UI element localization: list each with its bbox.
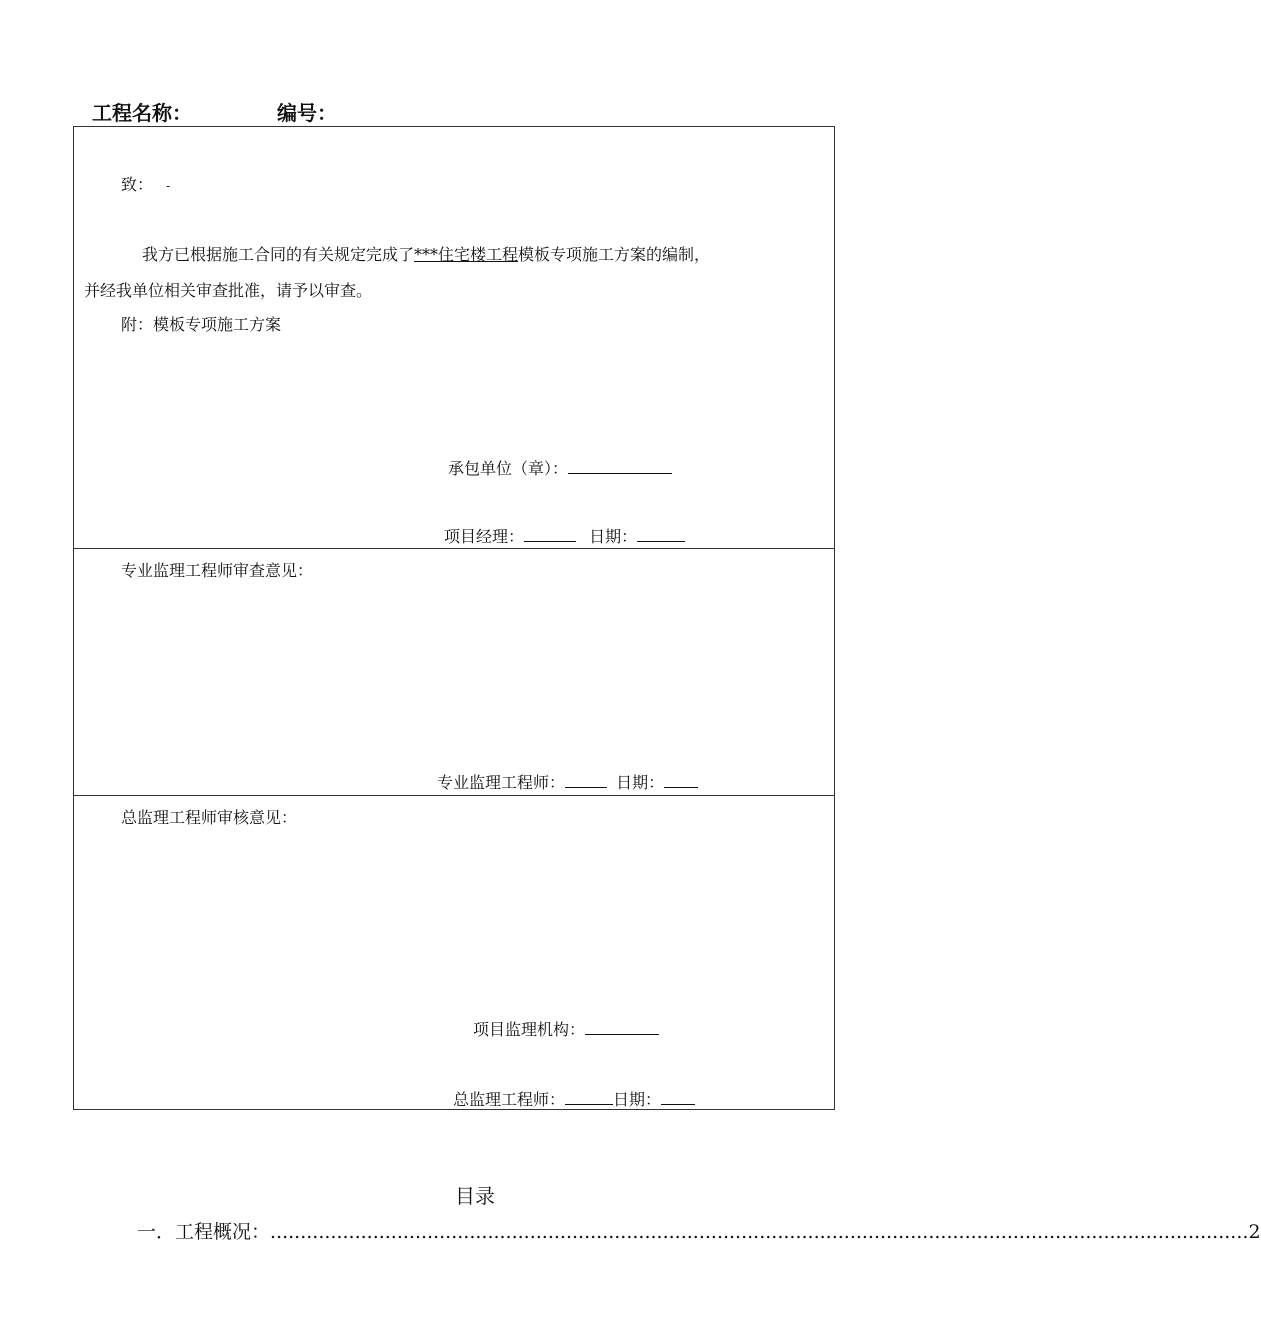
engineer-review-section — [74, 549, 834, 796]
attachment-line: 附：模板专项施工方案 — [121, 315, 282, 334]
engineer-signature-field[interactable] — [565, 771, 607, 788]
pm-date-line — [444, 525, 685, 547]
toc-item-label: 一．工程概况： — [137, 1221, 271, 1243]
contractor-line — [448, 457, 672, 479]
pm-label: 项目经理： — [444, 527, 525, 546]
chief-sign-line — [453, 1088, 695, 1110]
body-line-1 — [142, 245, 710, 265]
toc-item-page: 2 — [1248, 1221, 1261, 1243]
contractor-label: 承包单位（章）： — [448, 459, 569, 478]
number-label: 编号： — [277, 101, 337, 125]
toc-item[interactable] — [137, 1217, 1261, 1244]
engineer-sign-line — [437, 771, 698, 793]
addressee-value: - — [166, 179, 171, 193]
chief-signature-field[interactable] — [565, 1088, 613, 1105]
submission-form — [73, 126, 835, 1110]
date-label: 日期： — [616, 773, 665, 792]
body-line-2: 并经我单位相关审查批准，请予以审查。 — [84, 281, 373, 300]
contractor-section — [74, 127, 834, 549]
engineer-review-title: 专业监理工程师审查意见： — [121, 561, 314, 580]
date-label: 日期： — [589, 527, 638, 546]
pm-signature-field[interactable] — [524, 525, 576, 542]
chief-review-title: 总监理工程师审核意见： — [121, 808, 298, 827]
org-field[interactable] — [585, 1018, 659, 1035]
toc-leader-dots: .................................................................................................................................................................. — [270, 1221, 1249, 1243]
date-field[interactable] — [664, 771, 698, 788]
date-label: 日期： — [613, 1090, 662, 1109]
body-suffix: 模板专项施工方案的编制， — [518, 245, 711, 264]
contractor-signature-field[interactable] — [568, 457, 672, 474]
project-name-label: 工程名称： — [92, 101, 192, 125]
chief-label: 总监理工程师： — [453, 1090, 566, 1109]
date-field[interactable] — [661, 1088, 695, 1105]
toc-title: 目录 — [455, 1184, 495, 1208]
form-header — [92, 97, 337, 126]
body-prefix: 我方已根据施工合同的有关规定完成了 — [142, 245, 415, 264]
org-line — [473, 1018, 659, 1040]
project-name-value: ***住宅楼工程 — [414, 245, 519, 264]
addressee-line — [121, 175, 170, 196]
date-field[interactable] — [637, 525, 685, 542]
chief-review-section — [74, 796, 834, 1110]
org-label: 项目监理机构： — [473, 1020, 586, 1039]
engineer-label: 专业监理工程师： — [437, 773, 566, 792]
to-label: 致： — [121, 175, 154, 194]
